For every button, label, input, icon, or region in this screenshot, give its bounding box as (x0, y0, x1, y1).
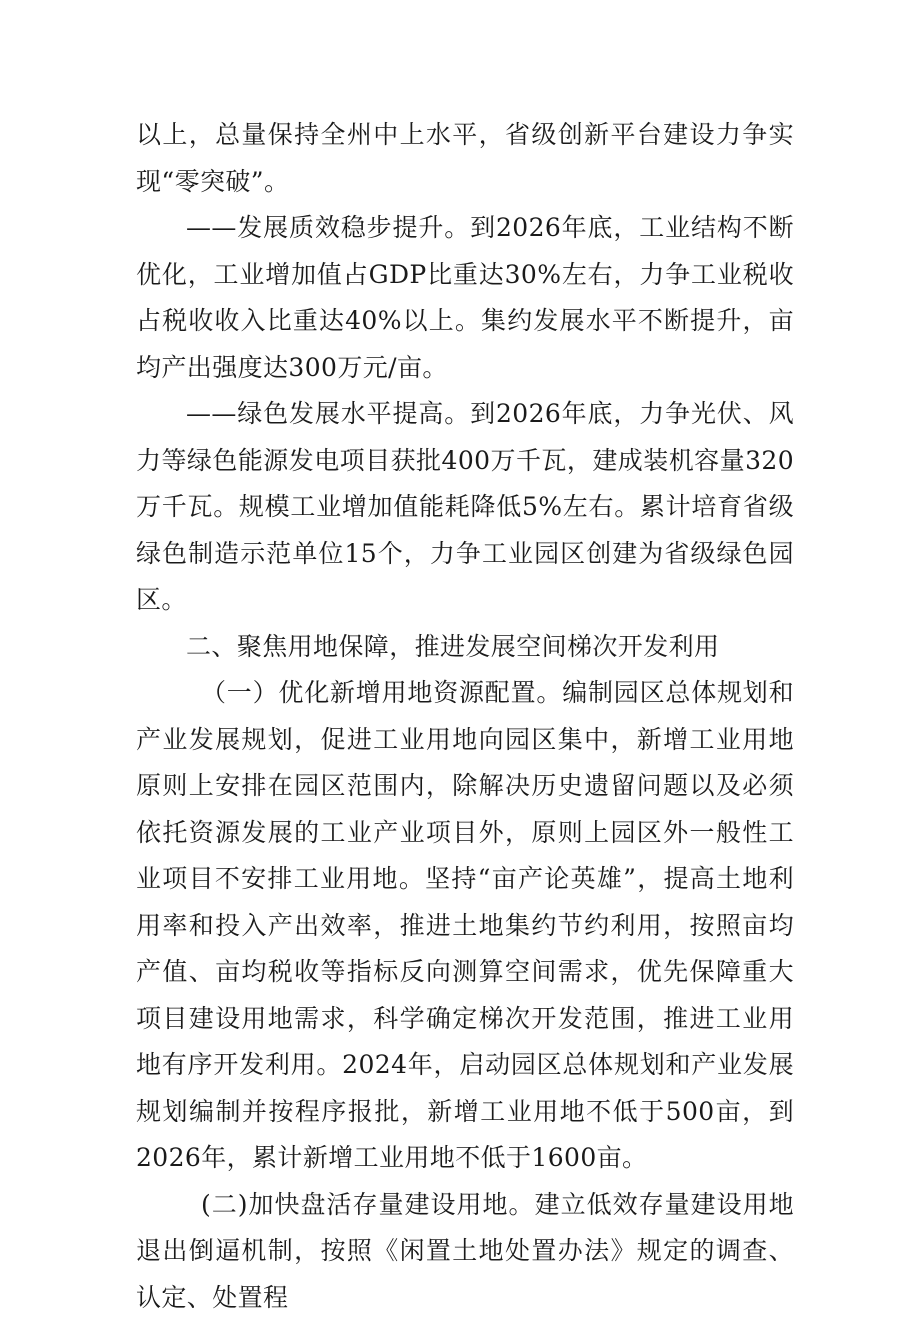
paragraph-existing-land-revitalization: (二)加快盘活存量建设用地。建立低效存量建设用地退出倒逼机制，按照《闲置土地处置办法》规定的调查、认定、处置程 (136, 1182, 794, 1321)
paragraph-quality-efficiency: ——发展质效稳步提升。到2026年底，工业结构不断优化，工业增加值占GDP比重达30%左右，力争工业税收占税收收入比重达40%以上。集约发展水平不断提升，亩均产出强度达300万元/亩。 (136, 205, 794, 391)
paragraph-new-land-allocation: （一）优化新增用地资源配置。编制园区总体规划和产业发展规划，促进工业用地向园区集中，新增工业用地原则上安排在园区范围内，除解决历史遗留问题以及必须依托资源发展的工业产业项目外，原则上园区外一般性工业项目不安排工业用地。坚持“亩产论英雄”，提高土地利用率和投入产出效率，推进土地集约节约利用，按照亩均产值、亩均税收等指标反向测算空间需求，优先保障重大项目建设用地需求，科学确定梯次开发范围，推进工业用地有序开发利用。2024年，启动园区总体规划和产业发展规划编制并按程序报批，新增工业用地不低于500亩，到2026年，累计新增工业用地不低于1600亩。 (136, 670, 794, 1182)
document-body (136, 112, 794, 1321)
section-heading-land-guarantee: 二、聚焦用地保障，推进发展空间梯次开发利用 (136, 624, 794, 671)
paragraph-green-development: ——绿色发展水平提高。到2026年底，力争光伏、风力等绿色能源发电项目获批400万千瓦，建成装机容量320万千瓦。规模工业增加值能耗降低5%左右。累计培育省级绿色制造示范单位15个，力争工业园区创建为省级绿色园区。 (136, 391, 794, 624)
paragraph-continuation: 以上，总量保持全州中上水平，省级创新平台建设力争实现“零突破”。 (136, 112, 794, 205)
